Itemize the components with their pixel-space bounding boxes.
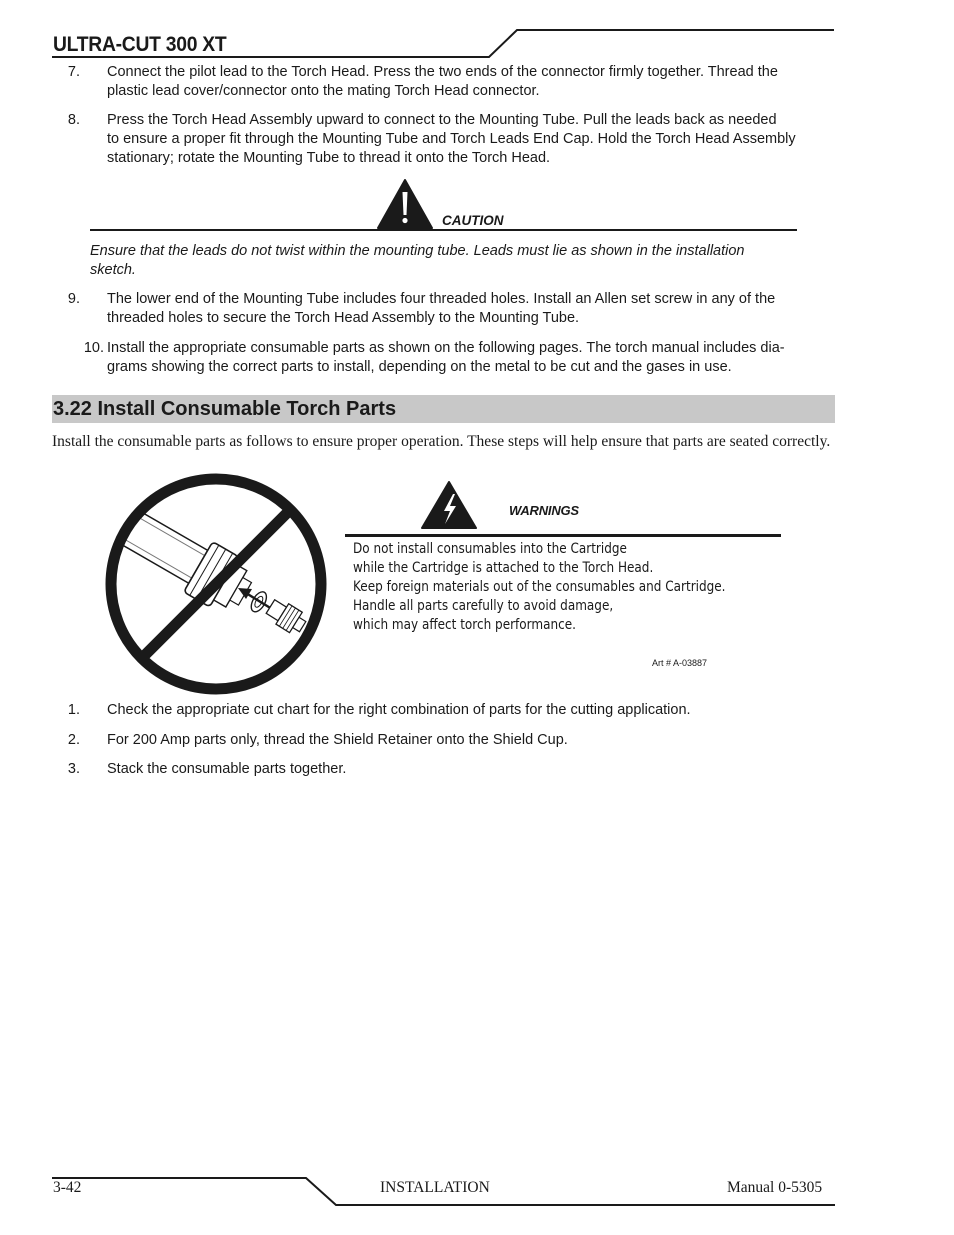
caution-text-line: Ensure that the leads do not twist within the mounting tube. Leads must lie as shown in the installation [90, 243, 745, 259]
step-number: 2. [67, 732, 80, 748]
step-text-line: Press the Torch Head Assembly upward to connect to the Mounting Tube. Pull the leads back as needed [107, 112, 777, 128]
header-title: ULTRA-CUT 300 XT [53, 33, 227, 56]
warnings-text-line: Do not install consumables into the Cartridge [353, 541, 627, 557]
step-text: Stack the consumable parts together. [107, 761, 347, 777]
step-7 [56, 63, 846, 103]
step-text-line: threaded holes to secure the Torch Head Assembly to the Mounting Tube. [107, 310, 580, 326]
warnings-text-line: while the Cartridge is attached to the Torch Head. [353, 560, 654, 576]
step-9 [56, 290, 846, 330]
caution-rule [90, 229, 797, 231]
step-10 [56, 339, 846, 379]
lightning-triangle-icon [420, 480, 478, 530]
section-title: 3.22 Install Consumable Torch Parts [53, 398, 397, 420]
step-number: 9. [67, 291, 80, 307]
step-text: For 200 Amp parts only, thread the Shield Retainer onto the Shield Cup. [107, 732, 568, 748]
step-text: Check the appropriate cut chart for the right combination of parts for the cutting application. [107, 702, 691, 718]
warnings-text-line: Handle all parts carefully to avoid damage, [353, 598, 614, 614]
caution-label: CAUTION [442, 213, 504, 228]
step-number: 7. [67, 64, 80, 80]
step-text-line: plastic lead cover/connector onto the mating Torch Head connector. [107, 83, 540, 99]
step-number: 10. [83, 340, 104, 356]
step-text-line: stationary; rotate the Mounting Tube to thread it onto the Torch Head. [107, 150, 551, 166]
step-3 [56, 760, 846, 780]
warnings-rule [345, 534, 781, 537]
footer-manual: Manual 0-5305 [727, 1179, 823, 1196]
no-install-prohibition-icon [104, 473, 328, 695]
step-1 [56, 701, 846, 721]
warnings-text-line: which may affect torch performance. [353, 617, 576, 633]
step-text-line: The lower end of the Mounting Tube includes four threaded holes. Install an Allen set screw in any of the [107, 291, 776, 307]
step-text-line: grams showing the correct parts to install, depending on the metal to be cut and the gases in use. [107, 359, 732, 375]
intro-paragraph: Install the consumable parts as follows to ensure proper operation. These steps will help ensure that parts are seated correctly. [52, 433, 831, 450]
art-number: Art # A-03887 [652, 658, 708, 668]
step-text-line: to ensure a proper fit through the Mounting Tube and Torch Leads End Cap. Hold the Torch Head Assembly [107, 131, 796, 147]
step-text-line: Connect the pilot lead to the Torch Head. Press the two ends of the connector firmly together. Thread the [107, 64, 778, 80]
warnings-label: WARNINGS [509, 503, 579, 518]
step-number: 3. [67, 761, 80, 777]
step-2 [56, 731, 846, 751]
footer-section: INSTALLATION [380, 1179, 490, 1196]
caution-text-line: sketch. [90, 262, 136, 278]
footer-page-number: 3-42 [53, 1179, 82, 1196]
warnings-text-line: Keep foreign materials out of the consumables and Cartridge. [353, 579, 726, 595]
step-number: 1. [67, 702, 80, 718]
step-number: 8. [67, 112, 80, 128]
exclamation-triangle-icon [376, 178, 434, 230]
step-8 [56, 111, 846, 171]
step-text-line: Install the appropriate consumable parts as shown on the following pages. The torch manual includes dia- [107, 340, 785, 356]
